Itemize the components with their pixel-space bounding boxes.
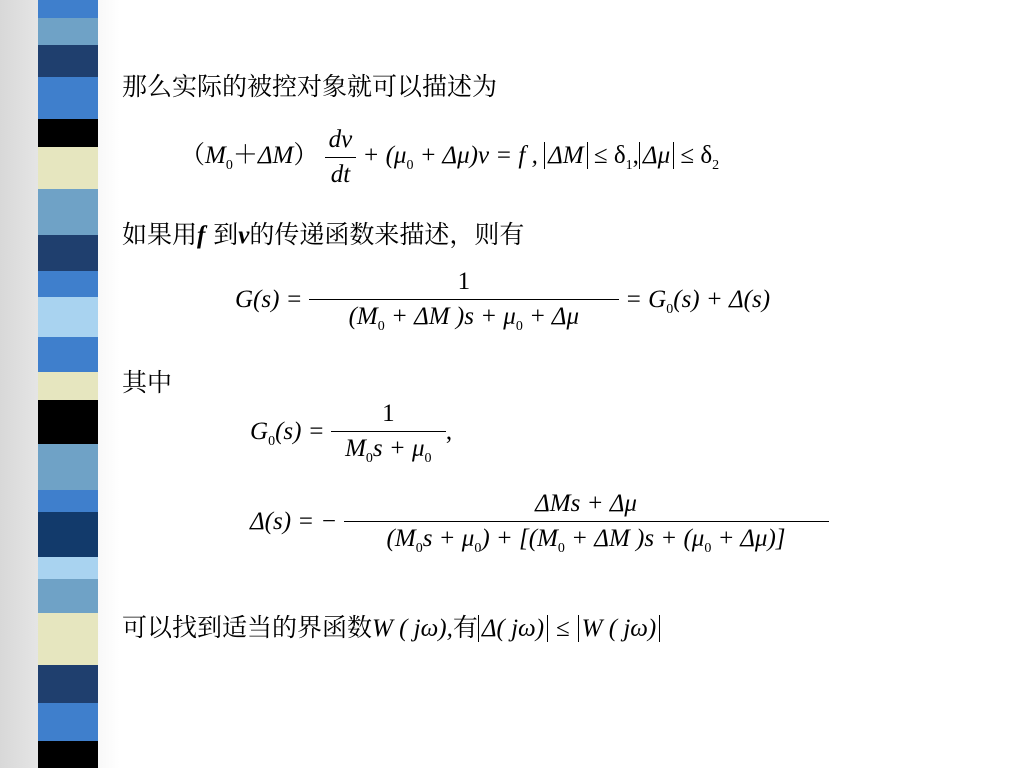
- eq2-den-part: + ΔM )s + μ: [384, 303, 516, 330]
- eq2-rhs: = G: [625, 286, 667, 314]
- eq1-comma: ,: [632, 142, 639, 170]
- eq2-den-part: + Δμ: [522, 303, 579, 330]
- eq4-fraction: [344, 490, 829, 557]
- eq3-sub: 0: [365, 451, 373, 466]
- eq3-comma: ,: [445, 418, 453, 446]
- strip-block: [38, 512, 98, 557]
- equation-1: [180, 126, 719, 189]
- eq4-sub: 0: [704, 541, 712, 556]
- eq1-le-delta2: ≤ δ: [680, 142, 713, 170]
- eq3-lhs: G: [250, 418, 269, 446]
- strip-block: [38, 337, 98, 372]
- eq1-abs-dmu: Δμ: [639, 142, 674, 169]
- strip-block: [38, 490, 98, 512]
- eq3-den-part: s + μ: [372, 435, 425, 462]
- eq5-you: 有: [452, 613, 478, 642]
- eq5-abs-delta: Δ( jω): [478, 615, 548, 642]
- strip-block: [38, 741, 98, 768]
- strip-block: [38, 372, 98, 400]
- strip-block: [38, 77, 98, 119]
- eq1-sub: 0: [225, 158, 233, 174]
- eq2-sub: 0: [515, 319, 523, 334]
- eq3-numerator: 1: [382, 400, 395, 427]
- line2-f: f: [197, 222, 206, 249]
- eq5-abs-W: W ( jω): [578, 615, 661, 642]
- eq5-le: ≤: [555, 615, 570, 642]
- eq3-lhs: (s) =: [275, 418, 325, 446]
- strip-block: [38, 400, 98, 444]
- eq1-dv: dv: [328, 126, 353, 153]
- eq1-dM: ΔM: [257, 142, 294, 170]
- eq4-den-part: ) + [(M: [481, 525, 558, 552]
- eq1-abs-dM: ΔM: [544, 142, 588, 169]
- eq3-den-part: M: [345, 435, 366, 462]
- eq4-sub: 0: [474, 541, 482, 556]
- eq4-den-part: + Δμ)]: [711, 525, 786, 552]
- eq3-sub: 0: [268, 434, 276, 450]
- strip-block: [38, 0, 98, 18]
- eq2-numerator: 1: [457, 268, 471, 295]
- strip-block: [38, 189, 98, 235]
- eq1-mu-term: + (μ: [362, 142, 407, 170]
- strip-block: [38, 147, 98, 189]
- text-line-4: [122, 615, 660, 641]
- eq1-sub: 0: [406, 158, 414, 174]
- eq4-sub: 0: [557, 541, 565, 556]
- equation-4: [250, 490, 829, 557]
- eq4-numerator: ΔMs + Δμ: [535, 490, 637, 517]
- eq1-le-delta1: ≤ δ: [593, 142, 626, 170]
- eq3-fraction: [331, 400, 446, 467]
- strip-block: [38, 271, 98, 297]
- strip-block: [38, 579, 98, 613]
- eq1-open-paren: （: [180, 142, 206, 170]
- strip-block: [38, 235, 98, 271]
- eq1-rhs: + Δμ)v = f ,: [413, 142, 538, 170]
- text-line-1: 那么实际的被控对象就可以描述为: [122, 72, 498, 101]
- eq3-denominator: [331, 435, 446, 467]
- strip-block: [38, 45, 98, 77]
- color-strip: [38, 0, 98, 768]
- eq4-denominator: [344, 525, 829, 557]
- line2-pre: 如果用: [122, 220, 198, 249]
- strip-block: [38, 297, 98, 337]
- eq5-bound-function: W ( jω),: [372, 615, 453, 642]
- eq4-lhs: Δ(s) = −: [250, 508, 338, 536]
- eq2-lhs: G(s) =: [235, 286, 303, 314]
- eq1-derivative: [325, 126, 357, 189]
- eq2-den-part: (M: [348, 303, 378, 330]
- line4-text: 可以找到适当的界函数: [122, 613, 373, 642]
- text-line-3: 其中: [122, 368, 173, 397]
- eq4-den-part: (M: [386, 525, 416, 552]
- strip-block: [38, 703, 98, 741]
- eq1-sub: 1: [625, 158, 633, 174]
- eq2-denominator: [309, 303, 619, 335]
- eq4-den-part: s + μ: [422, 525, 475, 552]
- strip-block: [38, 119, 98, 147]
- line2-mid: 到: [205, 220, 239, 249]
- eq4-den-part: + ΔM )s + (μ: [564, 525, 705, 552]
- line2-v: v: [238, 222, 250, 249]
- eq1-plus: ＋: [232, 142, 258, 170]
- eq2-sub: 0: [377, 319, 385, 334]
- eq4-sub: 0: [415, 541, 423, 556]
- strip-block: [38, 18, 98, 45]
- strip-block: [38, 557, 98, 579]
- equation-2: [235, 268, 770, 335]
- strip-block: [38, 613, 98, 665]
- eq1-M: M: [205, 142, 226, 170]
- line2-post: 的传递函数来描述，则有: [249, 220, 525, 249]
- strip-block: [38, 665, 98, 703]
- eq1-sub: 2: [712, 158, 720, 174]
- eq2-fraction: [309, 268, 619, 335]
- text-line-2: [122, 222, 524, 248]
- eq3-sub: 0: [424, 451, 432, 466]
- strip-block: [38, 444, 98, 490]
- eq1-close-paren: ）: [293, 142, 319, 170]
- equation-3: [250, 400, 452, 467]
- eq1-dt: dt: [330, 161, 351, 188]
- eq2-sub: 0: [666, 302, 674, 318]
- eq2-rhs: (s) + Δ(s): [673, 286, 771, 314]
